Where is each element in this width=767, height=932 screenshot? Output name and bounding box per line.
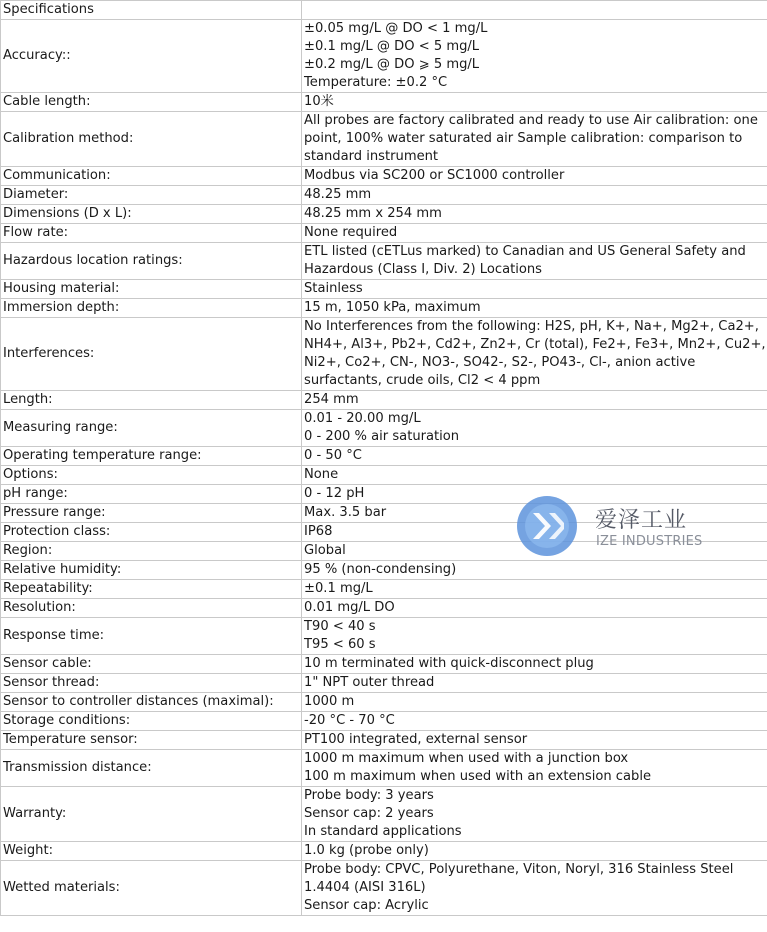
spec-label: Relative humidity: <box>1 561 302 580</box>
spec-value <box>302 466 767 485</box>
spec-row <box>1 391 767 410</box>
spec-value <box>302 205 767 224</box>
spec-value-line: ±0.2 mg/L @ DO ⩾ 5 mg/L <box>304 57 480 72</box>
spec-label: Wetted materials: <box>1 861 302 916</box>
spec-label: Region: <box>1 542 302 561</box>
spec-value <box>302 186 767 205</box>
spec-label: Flow rate: <box>1 224 302 243</box>
spec-label: Temperature sensor: <box>1 731 302 750</box>
spec-label: Weight: <box>1 842 302 861</box>
header-title: Specifications <box>1 1 302 20</box>
spec-value-line: T95 < 60 s <box>304 637 376 652</box>
spec-label: Dimensions (D x L): <box>1 205 302 224</box>
spec-label: Immersion depth: <box>1 299 302 318</box>
spec-label: Pressure range: <box>1 504 302 523</box>
spec-value-line: 10 m terminated with quick-disconnect plug <box>304 656 594 671</box>
spec-value-line: Probe body: CPVC, Polyurethane, Viton, Noryl, 316 Stainless Steel <box>304 862 734 877</box>
spec-value-line: Hazardous (Class I, Div. 2) Locations <box>304 262 543 277</box>
spec-row <box>1 618 767 655</box>
ize-watermark <box>516 495 716 557</box>
spec-value <box>302 655 767 674</box>
spec-row <box>1 674 767 693</box>
spec-value <box>302 731 767 750</box>
spec-value <box>302 224 767 243</box>
spec-value-line: Ni2+, Co2+, CN-, NO3-, SO42-, S2-, PO43-, Cl-, anion active <box>304 355 696 370</box>
spec-value-line: 100 m maximum when used with an extension cable <box>304 769 652 784</box>
spec-value-line: IP68 <box>304 524 333 539</box>
spec-label: Housing material: <box>1 280 302 299</box>
spec-row <box>1 787 767 842</box>
spec-value-line: 1.4404 (AISI 316L) <box>304 880 426 895</box>
spec-row <box>1 599 767 618</box>
spec-label: Interferences: <box>1 318 302 391</box>
spec-value <box>302 112 767 167</box>
spec-value-line: Max. 3.5 bar <box>304 505 387 520</box>
spec-value <box>302 674 767 693</box>
spec-row <box>1 299 767 318</box>
spec-value-line: ±0.1 mg/L <box>304 581 373 596</box>
spec-row <box>1 466 767 485</box>
spec-label: Response time: <box>1 618 302 655</box>
spec-value <box>302 20 767 93</box>
spec-value <box>302 391 767 410</box>
spec-row <box>1 224 767 243</box>
spec-label: Communication: <box>1 167 302 186</box>
spec-row <box>1 712 767 731</box>
spec-value-line: Global <box>304 543 346 558</box>
spec-value-line: Modbus via SC200 or SC1000 controller <box>304 168 565 183</box>
spec-label: Hazardous location ratings: <box>1 243 302 280</box>
spec-row <box>1 280 767 299</box>
spec-value-line: -20 °C - 70 °C <box>304 713 395 728</box>
spec-value-line: ±0.1 mg/L @ DO < 5 mg/L <box>304 39 480 54</box>
spec-label: Cable length: <box>1 93 302 112</box>
spec-value-line: PT100 integrated, external sensor <box>304 732 528 747</box>
spec-value <box>302 561 767 580</box>
spec-row <box>1 731 767 750</box>
spec-row <box>1 410 767 447</box>
spec-value-line: ETL listed (cETLus marked) to Canadian and US General Safety and <box>304 244 746 259</box>
spec-label: Sensor cable: <box>1 655 302 674</box>
spec-value-line: 1000 m <box>304 694 355 709</box>
spec-label: Calibration method: <box>1 112 302 167</box>
spec-value-line: Probe body: 3 years <box>304 788 434 803</box>
watermark-en-text: IZE INDUSTRIES <box>596 534 703 549</box>
spec-value-line: Sensor cap: Acrylic <box>304 898 429 913</box>
spec-value <box>302 318 767 391</box>
spec-label: Warranty: <box>1 787 302 842</box>
spec-value-line: None <box>304 467 339 482</box>
spec-row <box>1 318 767 391</box>
spec-value <box>302 842 767 861</box>
spec-value-line: No Interferences from the following: H2S, pH, K+, Na+, Mg2+, Ca2+, <box>304 319 759 334</box>
ize-logo-icon <box>516 495 578 557</box>
spec-value <box>302 693 767 712</box>
spec-value-line: In standard applications <box>304 824 462 839</box>
spec-value <box>302 861 767 916</box>
spec-value-line: 1.0 kg (probe only) <box>304 843 429 858</box>
spec-label: Diameter: <box>1 186 302 205</box>
spec-value <box>302 299 767 318</box>
spec-value-line: All probes are factory calibrated and ready to use Air calibration: one <box>304 113 758 128</box>
spec-row <box>1 186 767 205</box>
spec-value <box>302 599 767 618</box>
spec-value-line: 254 mm <box>304 392 359 407</box>
spec-row <box>1 861 767 916</box>
spec-row <box>1 205 767 224</box>
spec-value-line: point, 100% water saturated air Sample calibration: comparison to <box>304 131 743 146</box>
spec-value-line: 95 % (non-condensing) <box>304 562 457 577</box>
spec-value <box>302 243 767 280</box>
spec-value <box>302 787 767 842</box>
spec-value-line: T90 < 40 s <box>304 619 376 634</box>
spec-value-line: standard instrument <box>304 149 439 164</box>
spec-value-line: 10米 <box>304 94 334 109</box>
spec-value-line: Sensor cap: 2 years <box>304 806 434 821</box>
spec-row <box>1 693 767 712</box>
spec-row <box>1 842 767 861</box>
spec-row <box>1 20 767 93</box>
spec-row <box>1 167 767 186</box>
spec-label: Protection class: <box>1 523 302 542</box>
spec-row <box>1 561 767 580</box>
spec-value-line: 48.25 mm <box>304 187 372 202</box>
spec-value <box>302 167 767 186</box>
spec-value-line: ±0.05 mg/L @ DO < 1 mg/L <box>304 21 488 36</box>
spec-label: Measuring range: <box>1 410 302 447</box>
spec-label: Sensor to controller distances (maximal): <box>1 693 302 712</box>
spec-value <box>302 93 767 112</box>
spec-value-line: 0 - 200 % air saturation <box>304 429 460 444</box>
spec-label: Repeatability: <box>1 580 302 599</box>
spec-value-line: Stainless <box>304 281 363 296</box>
spec-label: Options: <box>1 466 302 485</box>
spec-label: Storage conditions: <box>1 712 302 731</box>
spec-label: Sensor thread: <box>1 674 302 693</box>
spec-value-line: surfactants, crude oils, Cl2 < 4 ppm <box>304 373 541 388</box>
spec-label: Resolution: <box>1 599 302 618</box>
spec-value <box>302 580 767 599</box>
spec-label: Operating temperature range: <box>1 447 302 466</box>
header-empty-cell <box>302 1 767 20</box>
watermark-cn-text: 爱泽工业 <box>595 508 688 533</box>
spec-value-line: 0 - 50 °C <box>304 448 362 463</box>
spec-value-line: 1" NPT outer thread <box>304 675 435 690</box>
spec-value <box>302 410 767 447</box>
spec-value-line: NH4+, Al3+, Pb2+, Cd2+, Zn2+, Cr (total), Fe2+, Fe3+, Mn2+, Cu2+, <box>304 337 766 352</box>
spec-row <box>1 243 767 280</box>
spec-value-line: 48.25 mm x 254 mm <box>304 206 442 221</box>
spec-value-line: 1000 m maximum when used with a junction box <box>304 751 629 766</box>
spec-value <box>302 618 767 655</box>
spec-value-line: None required <box>304 225 398 240</box>
spec-row <box>1 655 767 674</box>
spec-value-line: 0.01 mg/L DO <box>304 600 395 615</box>
spec-value-line: Temperature: ±0.2 °C <box>304 75 448 90</box>
spec-value <box>302 750 767 787</box>
spec-label: Transmission distance: <box>1 750 302 787</box>
spec-value-line: 0.01 - 20.00 mg/L <box>304 411 421 426</box>
spec-value <box>302 712 767 731</box>
spec-value <box>302 447 767 466</box>
spec-row <box>1 750 767 787</box>
spec-label: Length: <box>1 391 302 410</box>
spec-row <box>1 93 767 112</box>
spec-row <box>1 447 767 466</box>
spec-label: pH range: <box>1 485 302 504</box>
spec-row <box>1 580 767 599</box>
spec-row <box>1 112 767 167</box>
spec-value-line: 0 - 12 pH <box>304 486 365 501</box>
spec-value <box>302 280 767 299</box>
spec-value-line: 15 m, 1050 kPa, maximum <box>304 300 481 315</box>
spec-label: Accuracy:: <box>1 20 302 93</box>
header-row <box>1 1 767 20</box>
